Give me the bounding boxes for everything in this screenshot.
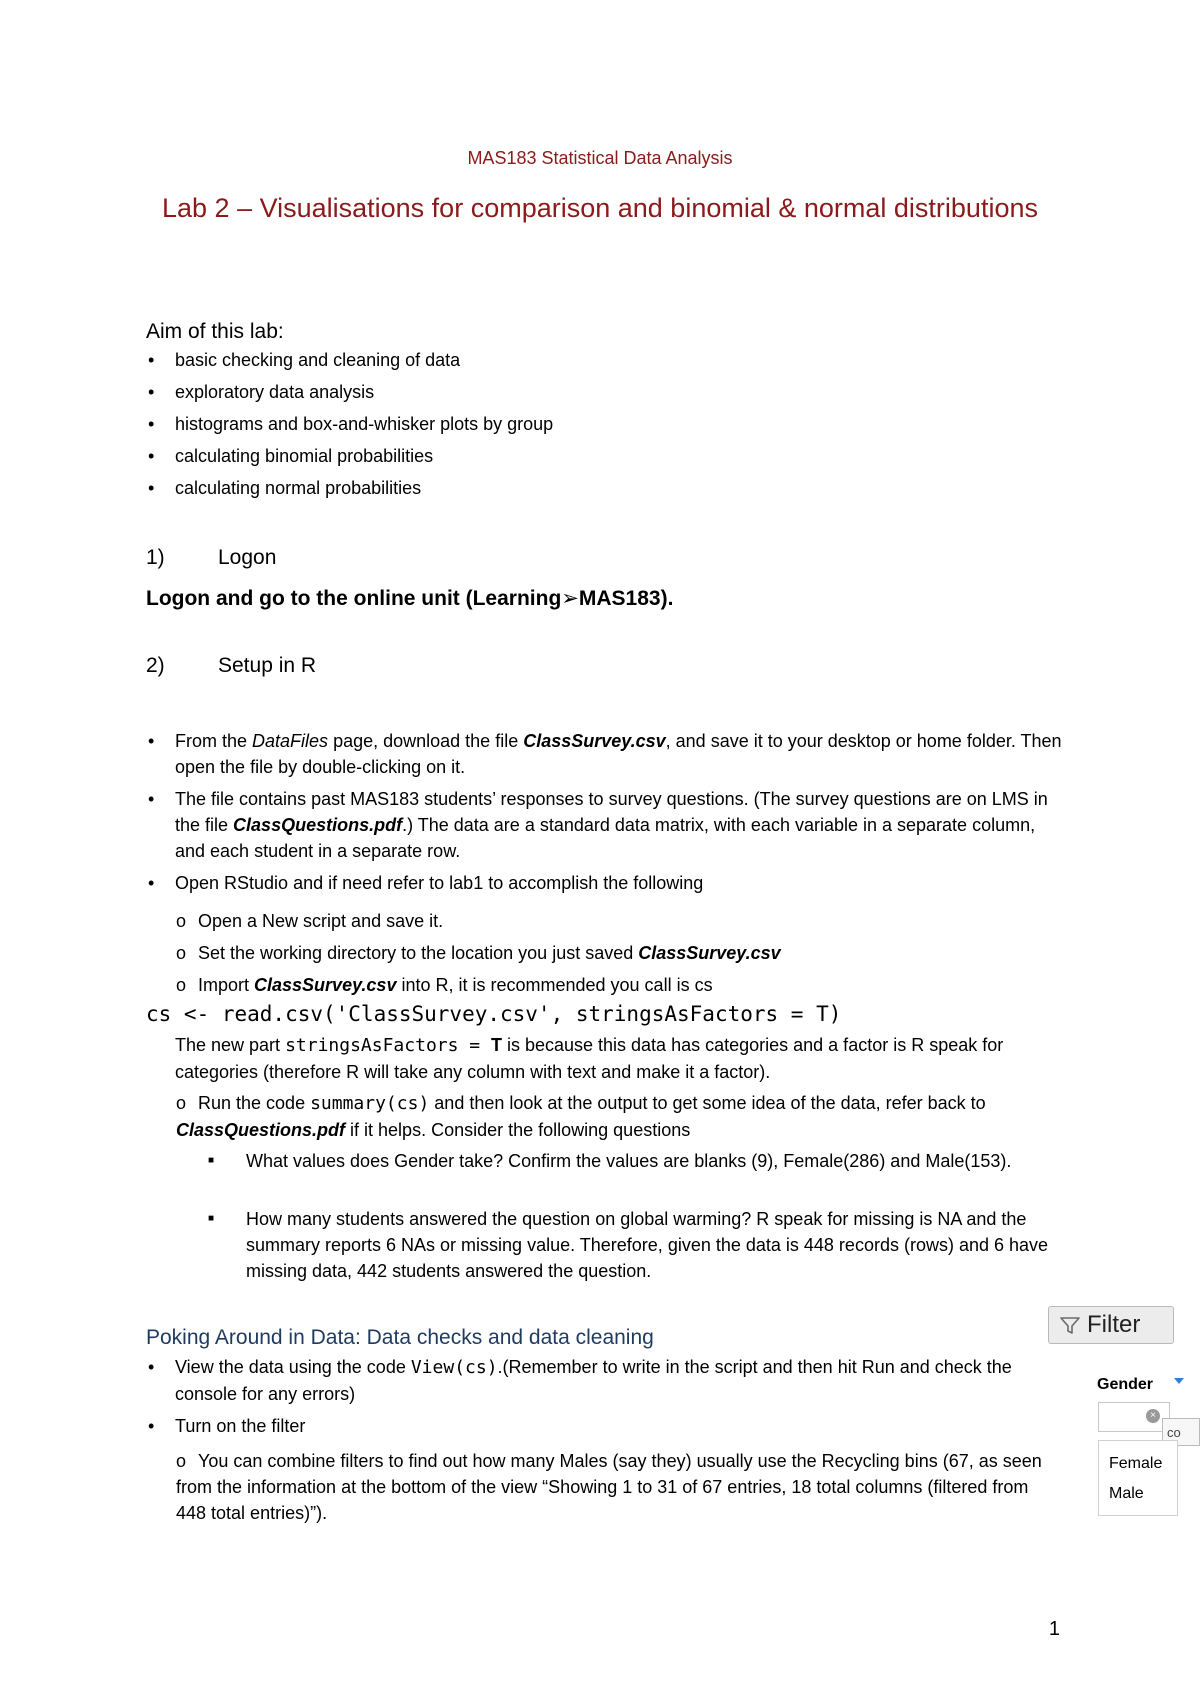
sub-item-import: o Import ClassSurvey.csv into R, it is recommended you call is cs — [176, 975, 713, 995]
poking-list — [146, 1354, 1056, 1445]
code-read-csv: cs <- read.csv('ClassSurvey.csv', stringsAsFactors = T) — [146, 1002, 842, 1026]
section-2-number: 2) — [146, 654, 165, 677]
dropdown-caret-icon[interactable] — [1174, 1378, 1184, 1384]
filter-funnel-icon — [1059, 1314, 1081, 1336]
poking-item-view: • View the data using the code View(cs).(Remember to write in the script and then hit Run and check the console for any errors) — [146, 1354, 1056, 1407]
aim-item: • histograms and box-and-whisker plots by group — [146, 408, 946, 440]
logon-instruction: Logon and go to the online unit (Learning➢MAS183). — [146, 587, 674, 610]
section-1-title: Logon — [218, 546, 277, 569]
setup-list — [146, 728, 1066, 902]
sub-item-combine-filters: o You can combine filters to find out how many Males (say they) usually use the Recycling bins (67, as seen from the information at the bottom of the view “Showing 1 to 31 of 67 entries, 18 total columns (filtered from 448 total entries)”). — [176, 1451, 1042, 1523]
section-2-title: Setup in R — [218, 654, 317, 677]
lab-title: Lab 2 – Visualisations for comparison and binomial & normal distributions — [162, 193, 1038, 223]
poking-item-filter: • Turn on the filter — [146, 1413, 1056, 1439]
page-number: 1 — [1048, 1618, 1060, 1640]
setup-item-file-contents: • The file contains past MAS183 students’ responses to survey questions. (The survey questions are on LMS in the file ClassQuestions.pdf.) The data are a standard data matrix, with each variable in a separate column, and each student in a separate row. — [146, 786, 1066, 864]
gender-options-list — [1098, 1440, 1178, 1516]
course-title: MAS183 Statistical Data Analysis — [467, 148, 733, 168]
aim-heading: Aim of this lab: — [146, 320, 284, 343]
filter-button-label: Filter — [1087, 1311, 1141, 1338]
sub-item-working-directory: o Set the working directory to the location you just saved ClassSurvey.csv — [176, 943, 781, 963]
setup-item-download: • From the DataFiles page, download the file ClassSurvey.csv, and save it to your desktop or home folder. Then open the file by double-clicking on it. — [146, 728, 1066, 780]
setup-item-rstudio: • Open RStudio and if need refer to lab1 to accomplish the following — [146, 870, 1066, 896]
filter-button[interactable] — [1048, 1306, 1174, 1344]
aim-item: • calculating binomial probabilities — [146, 440, 946, 472]
poking-heading: Poking Around in Data: Data checks and data cleaning — [146, 1326, 654, 1349]
gender-column-header[interactable]: Gender — [1097, 1376, 1154, 1393]
clear-icon[interactable]: × — [1146, 1409, 1160, 1423]
aim-item: • basic checking and cleaning of data — [146, 344, 946, 376]
gender-option-female[interactable]: Female — [1109, 1455, 1163, 1472]
tooltip-fragment: co — [1162, 1418, 1200, 1446]
aim-list — [146, 344, 946, 504]
question-global-warming: ■ How many students answered the question on global warming? R speak for missing is NA and the summary reports 6 NAs or missing value. Therefore, given the data is 448 records (rows) and 6 have missing data, 442 students answered the question. — [208, 1209, 1049, 1281]
aim-item: • calculating normal probabilities — [146, 472, 946, 504]
question-gender: ■ What values does Gender take? Confirm the values are blanks (9), Female(286) and Male(153). — [208, 1151, 1012, 1171]
gender-option-male[interactable]: Male — [1109, 1485, 1144, 1502]
sub-item-new-script: o Open a New script and save it. — [176, 911, 444, 931]
section-1-number: 1) — [146, 546, 165, 569]
strings-as-factors-note: The new part stringsAsFactors = T is because this data has categories and a factor is R speak for categories (therefore R will take any column with text and make it a factor). — [175, 1035, 1004, 1082]
aim-item: • exploratory data analysis — [146, 376, 946, 408]
sub-item-summary: o Run the code summary(cs) and then look at the output to get some idea of the data, refer back to ClassQuestions.pdf if it helps. Consider the following questions — [176, 1093, 986, 1140]
